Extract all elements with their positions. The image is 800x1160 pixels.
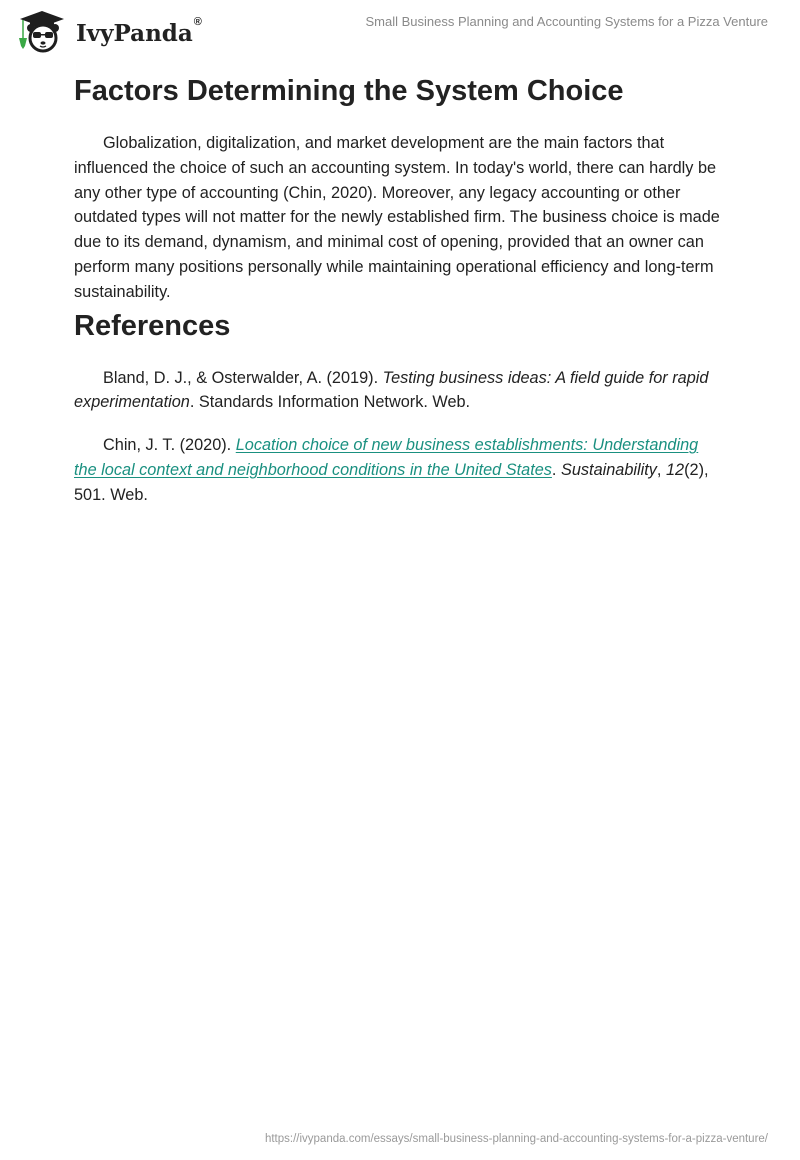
reference-entry-bland: [74, 366, 724, 416]
ivypanda-logo[interactable]: [14, 8, 202, 54]
body-paragraph: Globalization, digitalization, and market development are the main factors that influenced the choice of such an accounting system. In today's world, there can hardly be any other type of accounting (Chin, 2020). Moreover, any legacy accounting or other outdated types will not matter for the newly established firm. The business choice is made due to its demand, dynamism, and minimal cost of opening, provided that an owner can perform many positions personally while maintaining operational efficiency and long-term sustainability.: [74, 134, 720, 301]
reference-journal: Sustainability: [560, 460, 657, 479]
section-heading-factors: Factors Determining the System Choice: [74, 75, 624, 107]
section-heading-references: References: [74, 309, 231, 342]
reference-separator: .: [551, 460, 561, 479]
reference-authors: Bland, D. J., & Osterwalder, A. (2019).: [103, 368, 383, 387]
document-body: [74, 70, 724, 508]
logo-text: IvyPanda®: [76, 15, 202, 47]
reference-publisher: . Standards Information Network. Web.: [189, 393, 471, 412]
page-header: [0, 0, 800, 60]
reference-comma: ,: [656, 460, 666, 479]
document-title: Small Business Planning and Accounting Systems for a Pizza Venture: [365, 14, 768, 29]
reference-title: Testing business ideas: A field guide for rapid experimentation: [74, 368, 709, 412]
reference-authors: Chin, J. T. (2020).: [103, 436, 236, 455]
panda-graduate-icon: [14, 8, 70, 54]
reference-entry-chin: [74, 433, 724, 507]
footer-url: https://ivypanda.com/essays/small-business-planning-and-accounting-systems-for-a-pizza-venture/: [264, 1133, 768, 1145]
reference-issue-pages: (2), 501. Web.: [74, 460, 709, 504]
reference-link-chin[interactable]: Location choice of new business establishments: Understanding the local context and neighborhood conditions in the United States: [74, 436, 699, 479]
reference-volume: 12: [665, 460, 685, 479]
registered-mark: ®: [193, 15, 202, 28]
